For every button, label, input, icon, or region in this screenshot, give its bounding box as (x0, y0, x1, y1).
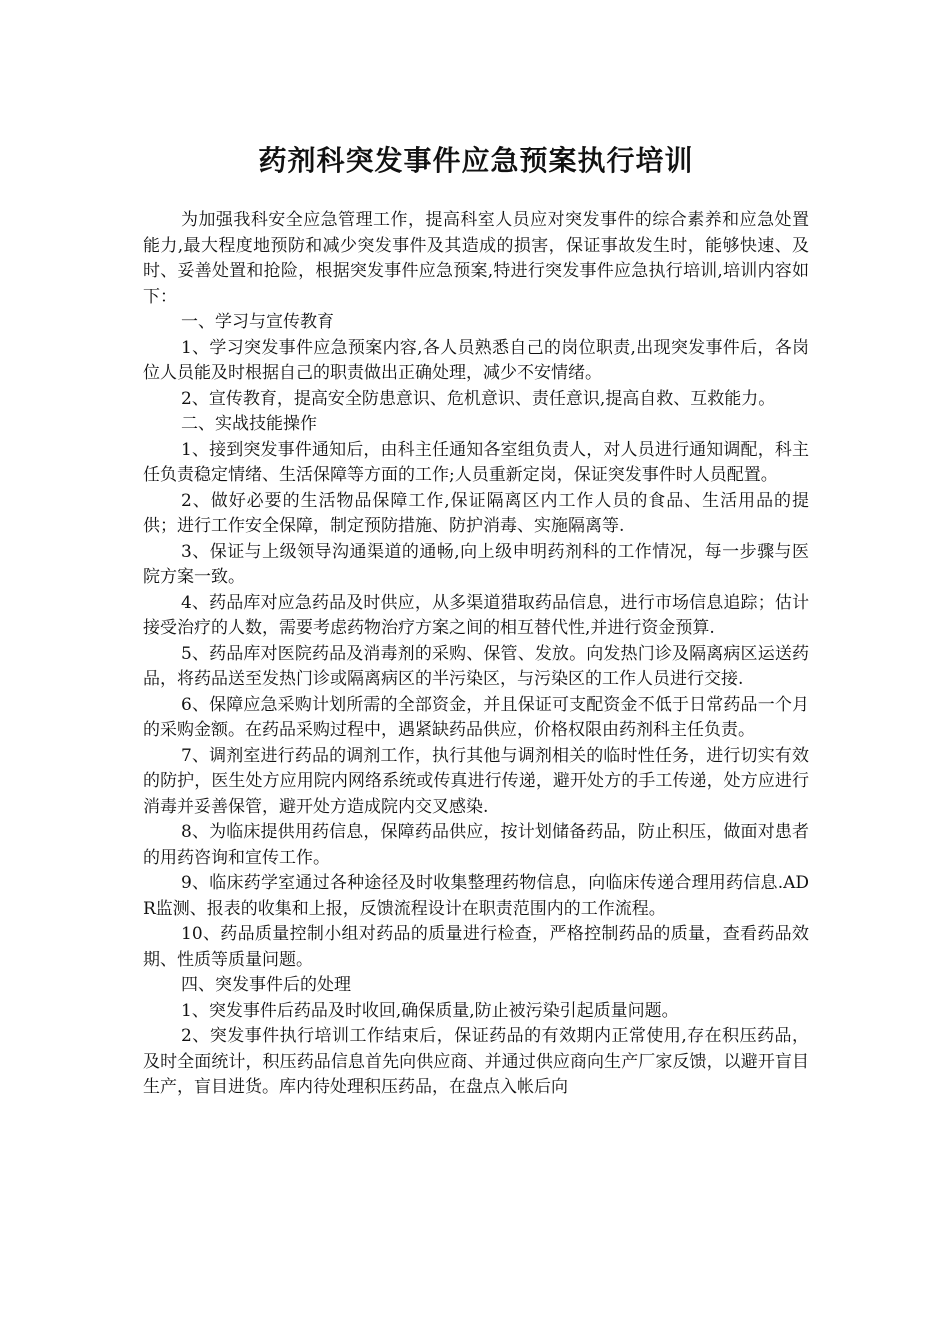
section-heading-1: 一、学习与宣传教育 (181, 312, 334, 332)
paragraph-2-10: 10、药品质量控制小组对药品的质量进行检查，严格控制药品的质量，查看药品效期、性质等质量问题。 (143, 924, 809, 970)
section-heading-4: 四、突发事件后的处理 (181, 975, 351, 995)
paragraph-2-6: 6、保障应急采购计划所需的全部资金，并且保证可支配资金不低于日常药品一个月的采购金额。在药品采购过程中，遇紧缺药品供应，价格权限由药剂科主任负责。 (143, 694, 809, 740)
document-page (143, 0, 809, 1344)
paragraph-2-3: 3、保证与上级领导沟通渠道的通畅,向上级申明药剂科的工作情况，每一步骤与医院方案一致。 (143, 541, 809, 587)
paragraph-2-5: 5、药品库对医院药品及消毒剂的采购、保管、发放。向发热门诊及隔离病区运送药品，将药品送至发热门诊或隔离病区的半污染区，与污染区的工作人员进行交接. (143, 643, 809, 689)
paragraph-2-7: 7、调剂室进行药品的调剂工作，执行其他与调剂相关的临时性任务，进行切实有效的防护，医生处方应用院内网络系统或传真进行传递，避开处方的手工传递，处方应进行消毒并妥善保管，避开处方造成院内交叉感染. (143, 745, 809, 817)
paragraph-1-1: 1、学习突发事件应急预案内容,各人员熟悉自己的岗位职责,出现突发事件后，各岗位人员能及时根据自己的职责做出正确处理，减少不安情绪。 (143, 337, 809, 383)
paragraph-2-4: 4、药品库对应急药品及时供应，从多渠道猎取药品信息，进行市场信息追踪；估计接受治疗的人数，需要考虑药物治疗方案之间的相互替代性,并进行资金预算. (143, 592, 809, 638)
document-title: 药剂科突发事件应急预案执行培训 (258, 144, 694, 177)
paragraph-2-8: 8、为临床提供用药信息，保障药品供应，按计划储备药品，防止积压，做面对患者的用药咨询和宣传工作。 (143, 822, 809, 868)
paragraph-2-9: 9、临床药学室通过各种途径及时收集整理药物信息，向临床传递合理用药信息.ADR监测、报表的收集和上报，反馈流程设计在职责范围内的工作流程。 (143, 873, 809, 919)
paragraph-1-2: 2、宣传教育，提高安全防患意识、危机意识、责任意识,提高自救、互救能力。 (181, 388, 776, 409)
document-body (143, 208, 809, 1101)
paragraph-2-2: 2、做好必要的生活物品保障工作,保证隔离区内工作人员的食品、生活用品的提供；进行工作安全保障，制定预防措施、防护消毒、实施隔离等. (143, 490, 809, 536)
paragraph-4-1: 1、突发事件后药品及时收回,确保质量,防止被污染引起质量问题。 (181, 1000, 679, 1021)
paragraph-4-2: 2、突发事件执行培训工作结束后，保证药品的有效期内正常使用,存在积压药品，及时全面统计，积压药品信息首先向供应商、并通过供应商向生产厂家反馈，以避开盲目生产，盲目进货。库内待处理积压药品，在盘点入帐后向 (143, 1026, 809, 1097)
paragraph-2-1: 1、接到突发事件通知后，由科主任通知各室组负责人，对人员进行通知调配，科主任负责稳定情绪、生活保障等方面的工作;人员重新定岗，保证突发事件时人员配置。 (143, 439, 809, 485)
section-heading-2: 二、实战技能操作 (181, 414, 317, 434)
intro-paragraph: 为加强我科安全应急管理工作，提高科室人员应对突发事件的综合素养和应急处置能力,最大程度地预防和减少突发事件及其造成的损害，保证事故发生时，能够快速、及时、妥善处置和抢险，根据突发事件应急预案,特进行突发事件应急执行培训,培训内容如下： (143, 210, 809, 307)
